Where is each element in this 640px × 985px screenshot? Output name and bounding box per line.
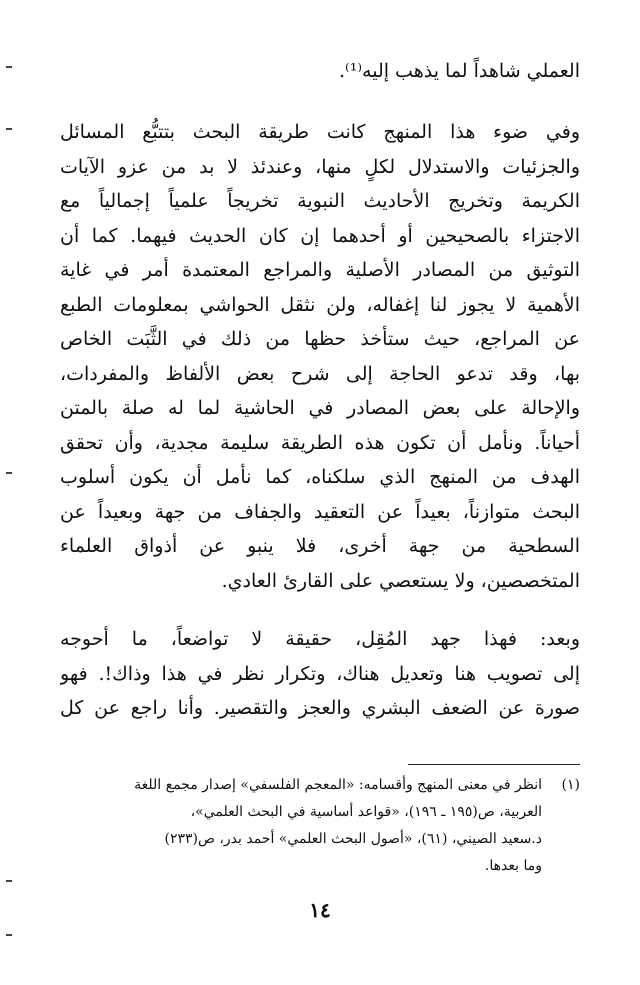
margin-mark bbox=[6, 934, 12, 936]
text-line: صورة عن الضعف البشري والعجز والتقصير. وأنا راجع عن كل bbox=[60, 697, 580, 719]
text-line: التوثيق من المصادر الأصلية والمراجع المعتمدة أمر في غاية bbox=[60, 259, 580, 281]
footnote-mark: (١) bbox=[561, 777, 580, 793]
footnotes bbox=[60, 772, 580, 880]
footnote-text: انظر في معنى المنهج وأقسامه: «المعجم الفلسفي» إصدار مجمع اللغة bbox=[134, 777, 542, 793]
margin-mark bbox=[6, 66, 12, 68]
text-line: الكريمة وتخريج الأحاديث النبوية تخريجاً علمياً إجمالياً مع bbox=[60, 190, 580, 212]
text-line: الهدف من المنهج الذي سلكناه، كما نأمل أن يكون أسلوب bbox=[60, 466, 580, 488]
text-line: أحياناً. ونأمل أن تكون هذه الطريقة سليمة مجدية، وأن تحقق bbox=[60, 431, 580, 454]
paragraph-1 bbox=[60, 54, 580, 89]
footnote-separator bbox=[408, 764, 580, 765]
text-line: المتخصصين، ولا يستعصي على القارئ العادي. bbox=[221, 569, 580, 592]
text-line: وبعد: فهذا جهد المُقِل، حقيقة لا تواضعاً، ما أحوجه bbox=[60, 628, 580, 650]
page-number: ١٤ bbox=[309, 898, 331, 922]
margin-mark bbox=[6, 128, 12, 130]
text-line: السطحية من جهة أخرى، فلا ينبو عن أذواق العلماء bbox=[60, 535, 580, 557]
margin-mark bbox=[6, 472, 12, 474]
text-line: والجزئيات والاستدلال لكلٍ منها، وعندئذ لا بد من عزو الآيات bbox=[60, 155, 580, 178]
footnote-line bbox=[60, 772, 580, 799]
footnote-line: العربية، ص(١٩٥ ـ ١٩٦)، «قواعد أساسية في البحث العلمي»، bbox=[190, 804, 542, 820]
footnote-line: د.سعيد الصيني، (٦١)، «أصول البحث العلمي» أحمد بدر، ص(٢٣٣) bbox=[164, 831, 542, 847]
text-line: وفي ضوء هذا المنهج كانت طريقة البحث بتتبُّع المسائل bbox=[60, 121, 580, 143]
paragraph-2 bbox=[60, 115, 580, 598]
text-line: العملي شاهداً لما يذهب إليه⁽¹⁾. bbox=[339, 60, 580, 82]
text-line: الأهمية لا يجوز لنا إغفاله، ولن نثقل الحواشي بمعلومات الطبع bbox=[60, 293, 580, 316]
footnote-line: وما بعدها. bbox=[484, 858, 542, 874]
text-line: إلى تصويب هنا وتعديل هناك، وتكرار نظر في هذا وذاك!. فهو bbox=[60, 662, 580, 685]
paragraph-3 bbox=[60, 622, 580, 726]
text-line: البحث متوازناً، بعيداً عن التعقيد والجفاف من جهة وبعيداً عن bbox=[60, 500, 580, 523]
text-line: والإحالة على بعض المصادر في الحاشية لما له صلة بالمتن bbox=[60, 397, 580, 419]
text-line: عن المراجع، حيث ستأخذ حظها من ذلك في الثَّبَت الخاص bbox=[60, 328, 580, 350]
text-line: الاجتزاء بالصحيحين أو أحدهما إن كان الحديث فيهما. كما أن bbox=[60, 224, 580, 247]
text-line: بها، وقد تدعو الحاجة إلى شرح بعض الألفاظ والمفردات، bbox=[60, 362, 580, 385]
margin-mark bbox=[6, 880, 12, 882]
